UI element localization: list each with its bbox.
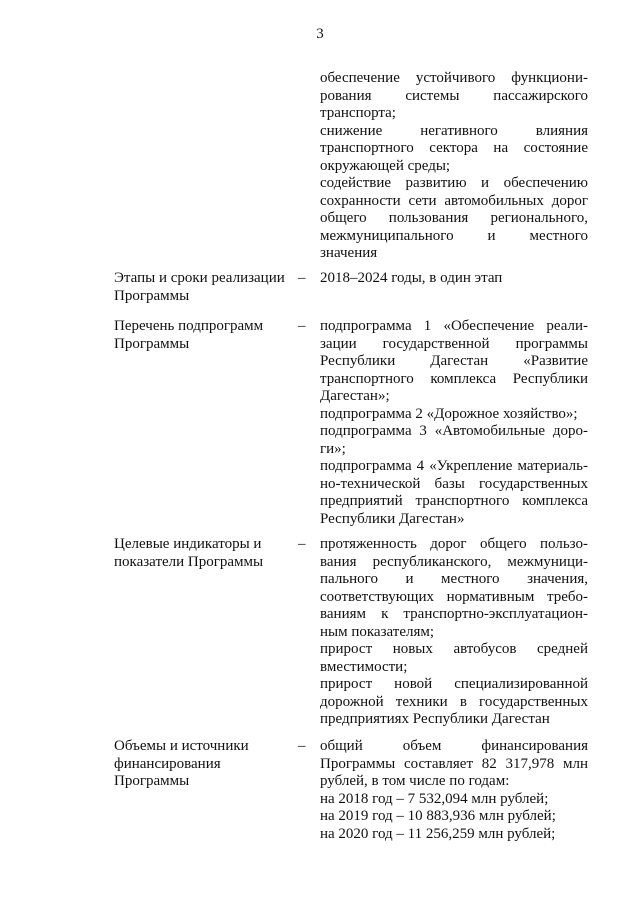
row-item: подпрограмма 4 «Укрепление материаль-но-технической базы государственных предприятий транспортного комплекса Республики Дагестан» [320,458,588,527]
row-item: 2018–2024 годы, в один этап [320,270,503,286]
row-item: подпрограмма 3 «Автомобильные доро-ги»; [320,423,588,457]
row-item: общий объем финансирования Программы составляет 82 317,978 млн рублей, в том числе по годам: [320,738,588,789]
row-item: подпрограмма 1 «Обеспечение реали-зации государственной программы Республики Дагестан «Развитие транспортного комплекса Республики Дагестан»; [320,318,588,404]
row-content [320,318,588,528]
row-item: на 2019 год – 10 883,936 млн рублей; [320,808,556,824]
row-item: протяженность дорог общего пользо-вания республиканского, межмуници-пального и местного значения, соответствующих нормативным требо-ваниям к транспортно-эксплуатацион-ным показателям; [320,536,588,640]
goal-item: снижение негативного влияния транспортного сектора на состояние окружающей среды; [320,122,588,174]
row-item: подпрограмма 2 «Дорожное хозяйство»; [320,405,578,422]
goal-item: содействие развитию и обеспечению сохранности сети автомобильных дорог общего пользования регионального, межмуниципального и местного значения [320,175,588,261]
row-dash: – [298,270,306,286]
row-label: Перечень подпрограмм Программы [114,318,264,352]
page-number: 3 [316,26,324,42]
row-item: на 2018 год – 7 532,094 млн рублей; [320,790,549,807]
goal-item: обеспечение устойчивого функциони-рования системы пассажирского транспорта; [320,70,588,121]
row-content [320,270,588,288]
row-item: на 2020 год – 11 256,259 млн рублей; [320,825,556,842]
row-label: Этапы и сроки реализации Программы [114,270,285,304]
row-content [320,536,588,729]
row-dash: – [298,318,306,334]
goals-continuation-text [320,70,588,263]
row-label: Целевые индикаторы и показатели Программы [114,536,264,570]
row-dash: – [298,536,306,552]
row-dash: – [298,738,306,754]
row-content [320,738,588,843]
row-item: прирост новых автобусов средней вместимости; [320,641,588,675]
row-label: Объемы и источники финансирования Программы [114,738,249,789]
row-item: прирост новой специализированной дорожной техники в государственных предприятиях Республики Дагестан [320,676,588,727]
